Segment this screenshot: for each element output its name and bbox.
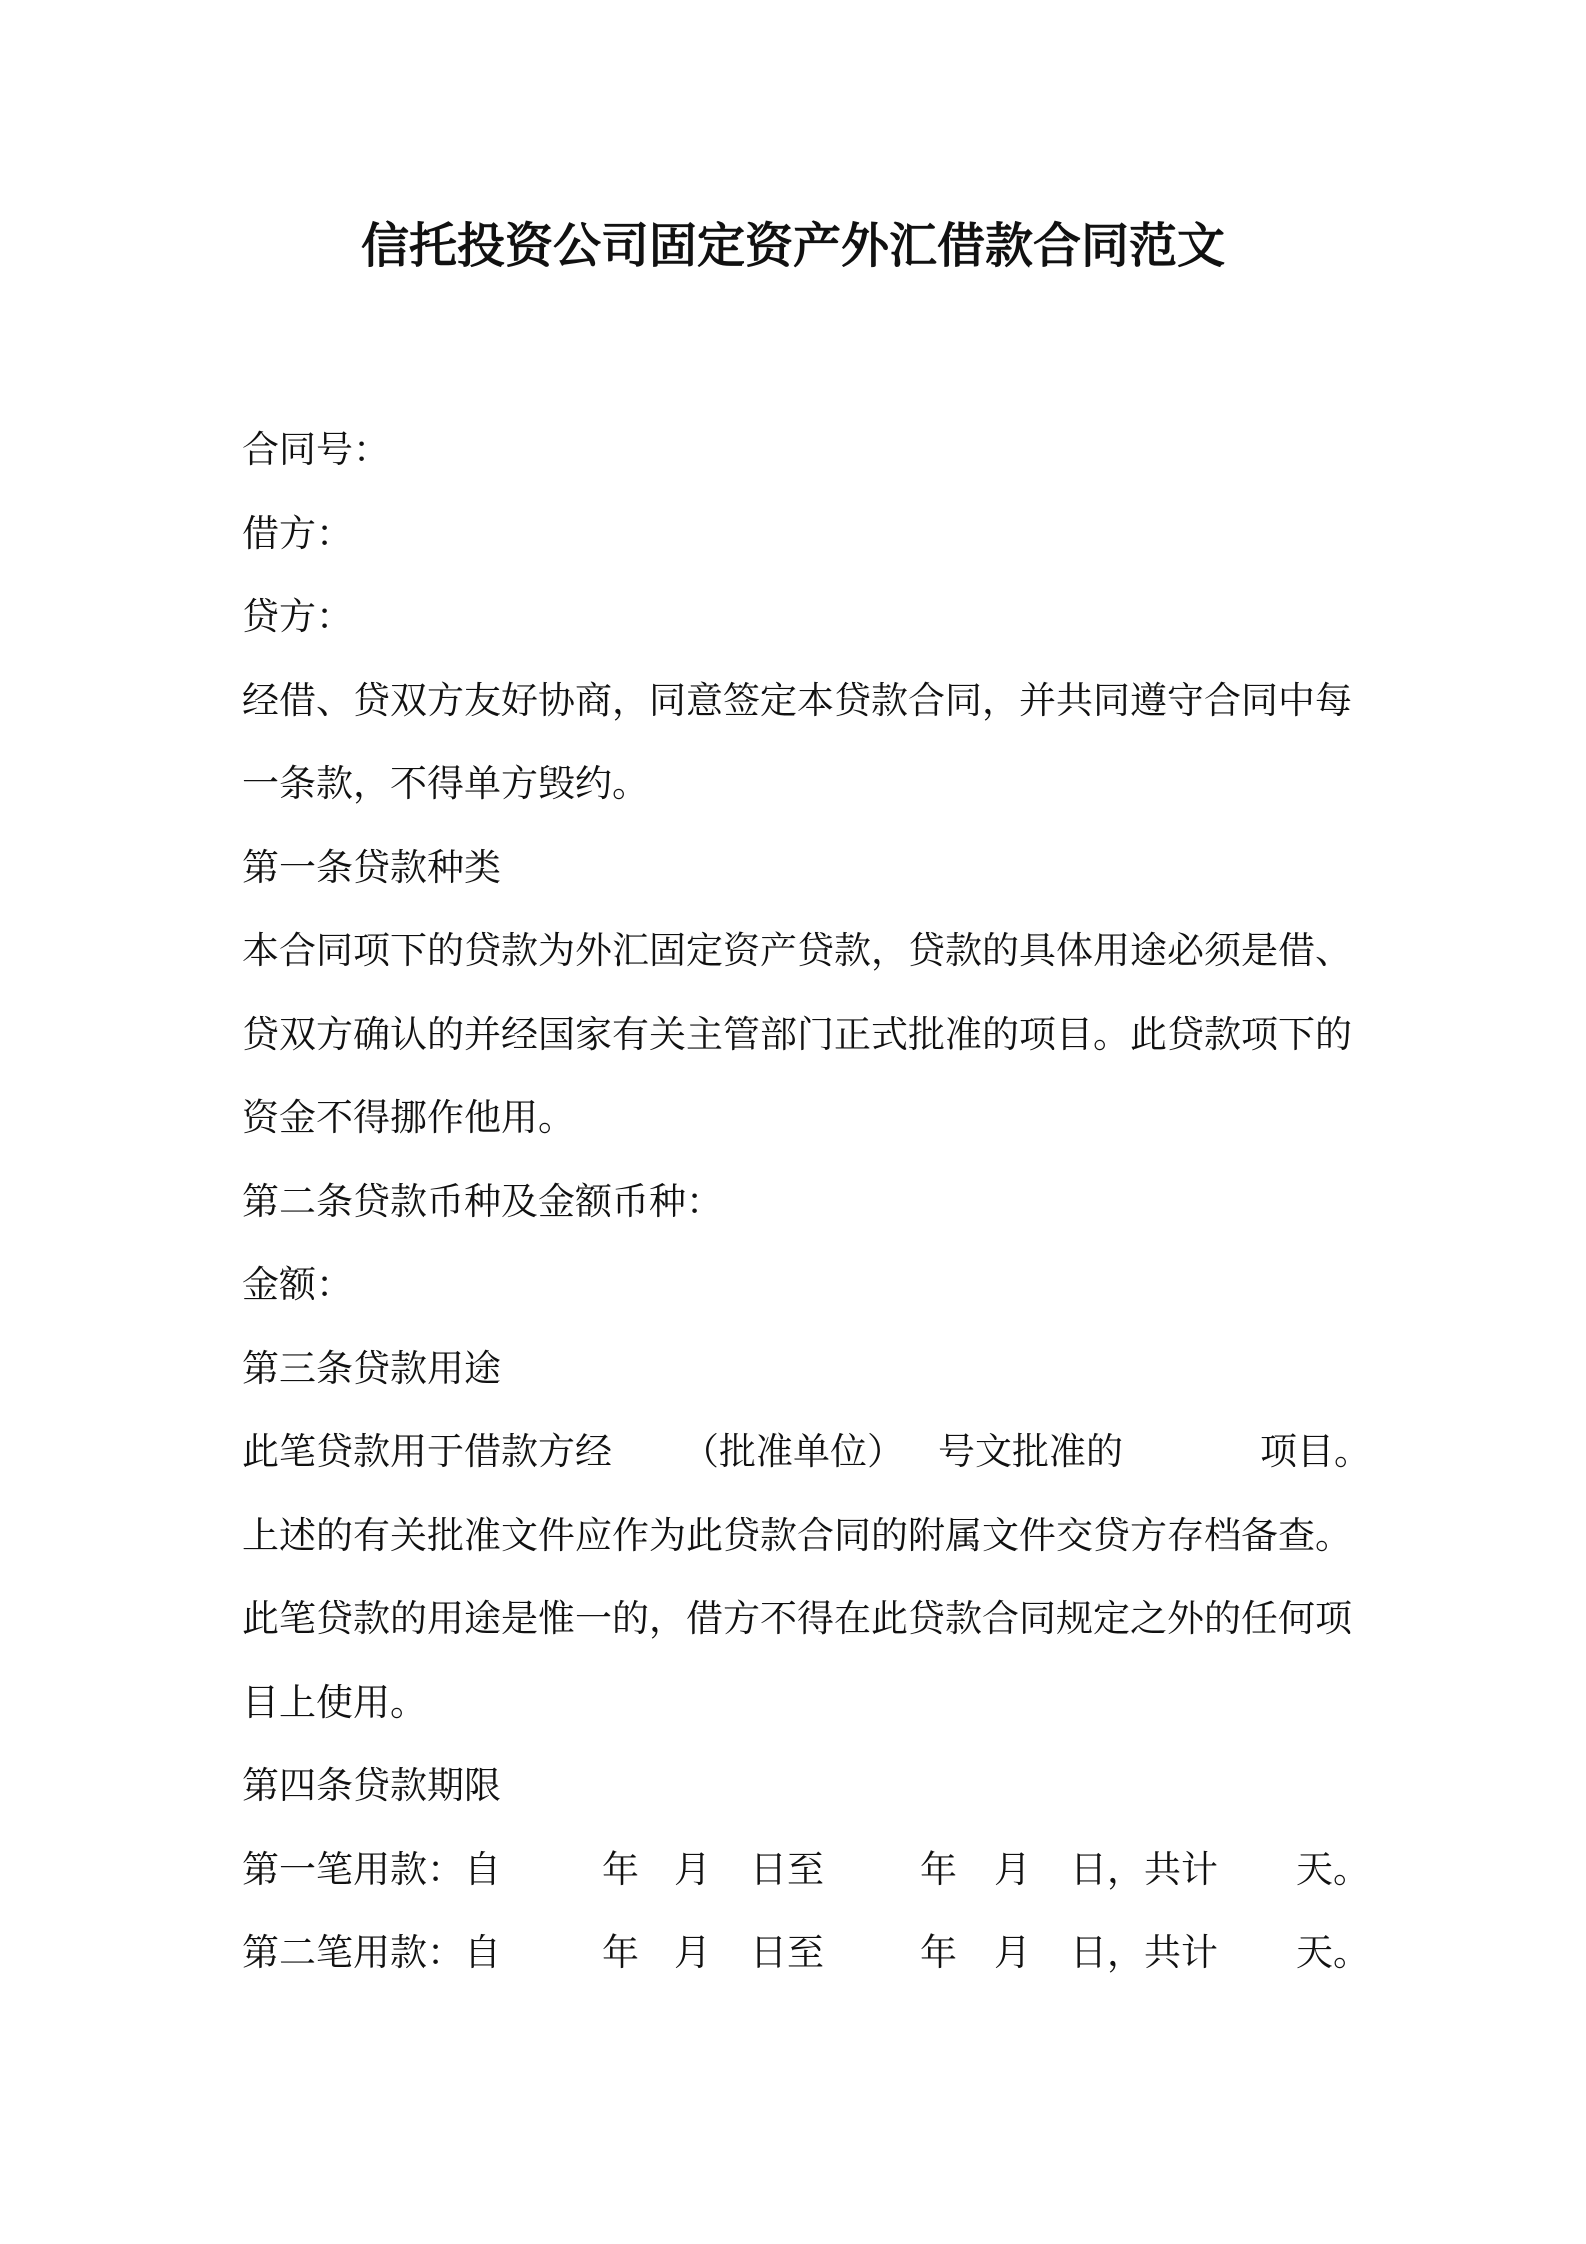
term-label: 第一笔用款：自 bbox=[242, 1847, 501, 1891]
purpose-part: 项目。 bbox=[1260, 1430, 1371, 1473]
purpose-part: 此笔贷款用于借款方经 bbox=[242, 1430, 612, 1473]
lender-field: 贷方： bbox=[242, 595, 353, 638]
purpose-part: （批准单位） bbox=[682, 1430, 904, 1473]
document-title: 信托投资公司固定资产外汇借款合同范文 bbox=[360, 218, 1225, 274]
preamble-line: 经借、贷双方友好协商，同意签定本贷款合同，并共同遵守合同中每 bbox=[242, 678, 1352, 722]
term-day: 日至 bbox=[750, 1931, 824, 1974]
article-3-heading: 第三条贷款用途 bbox=[242, 1346, 501, 1390]
borrower-field: 借方： bbox=[242, 511, 353, 555]
preamble-line: 一条款，不得单方毁约。 bbox=[242, 762, 649, 805]
purpose-part: 号文批准的 bbox=[938, 1430, 1123, 1473]
contract-number-field: 合同号： bbox=[242, 428, 390, 471]
article-1-line: 资金不得挪作他用。 bbox=[242, 1096, 575, 1139]
term-line bbox=[242, 1911, 1370, 1995]
article-2-heading: 第二条贷款币种及金额币种： bbox=[242, 1179, 723, 1223]
article-3-line: 上述的有关批准文件应作为此贷款合同的附属文件交贷方存档备查。 bbox=[242, 1513, 1352, 1557]
term-days: 天。 bbox=[1296, 1847, 1370, 1891]
term-day: 日，共计 bbox=[1070, 1847, 1218, 1891]
term-month: 月 bbox=[674, 1931, 711, 1974]
term-day: 日，共计 bbox=[1070, 1931, 1218, 1974]
term-year: 年 bbox=[602, 1931, 639, 1974]
article-4-heading: 第四条贷款期限 bbox=[242, 1764, 501, 1807]
term-day: 日至 bbox=[750, 1847, 824, 1891]
article-2-amount: 金额： bbox=[242, 1263, 353, 1306]
term-year: 年 bbox=[920, 1847, 957, 1891]
term-month: 月 bbox=[994, 1931, 1031, 1974]
article-1-line: 本合同项下的贷款为外汇固定资产贷款，贷款的具体用途必须是借、 bbox=[242, 929, 1352, 972]
term-label: 第二笔用款：自 bbox=[242, 1931, 501, 1974]
term-year: 年 bbox=[920, 1931, 957, 1974]
article-3-purpose-line bbox=[242, 1410, 1371, 1494]
term-days: 天。 bbox=[1296, 1931, 1370, 1974]
article-3-line: 目上使用。 bbox=[242, 1680, 427, 1724]
article-3-line: 此笔贷款的用途是惟一的，借方不得在此贷款合同规定之外的任何项 bbox=[242, 1597, 1352, 1640]
term-line bbox=[242, 1828, 1370, 1912]
term-month: 月 bbox=[674, 1847, 711, 1891]
term-year: 年 bbox=[602, 1847, 639, 1891]
article-1-heading: 第一条贷款种类 bbox=[242, 845, 501, 889]
article-1-line: 贷双方确认的并经国家有关主管部门正式批准的项目。此贷款项下的 bbox=[242, 1012, 1352, 1056]
term-month: 月 bbox=[994, 1847, 1031, 1891]
document-body bbox=[242, 408, 1371, 1995]
